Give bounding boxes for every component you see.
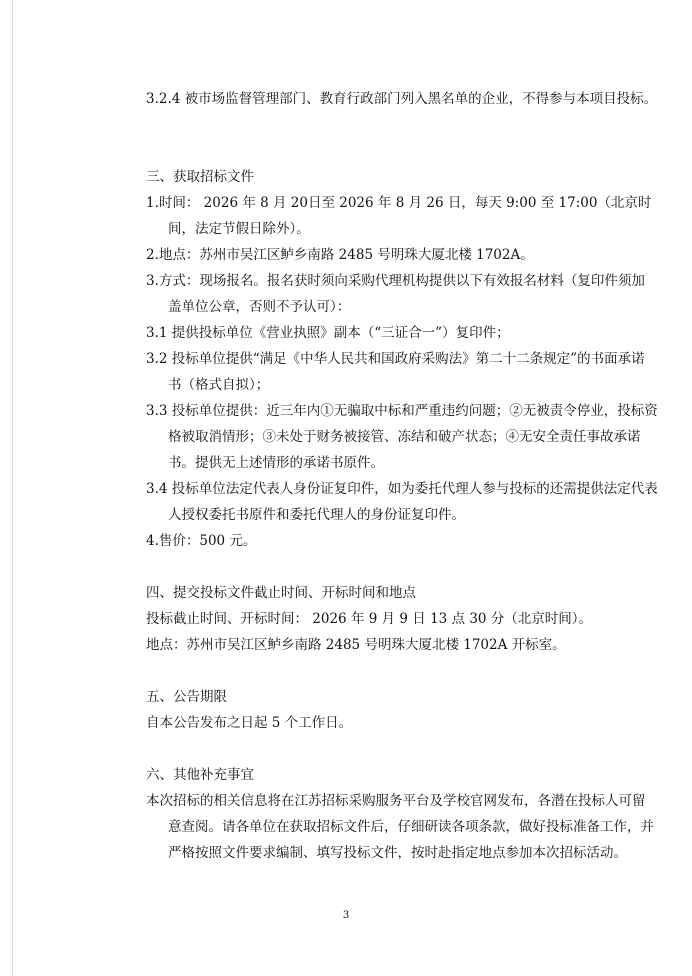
supplementary-text: 本次招标的相关信息将在江苏招标采购服务平台及学校官网发布，各潜在投标人可留意查阅。请各单位在获取招标文件后，仔细研读各项条款，做好投标准备工作，并严格按照文件要求编制、填写投标文件，按时赴指定地点参加本次招标活动。: [146, 793, 654, 861]
item-3-2: 3.2 投标单位提供“满足《中华人民共和国政府采购法》第二十二条规定”的书面承诺书（格式自拟）；: [146, 351, 645, 393]
item-time: 1.时间： 2026 年 8 月 20日至 2026 年 8 月 26 日，每天 9:00 至 17:00（北京时间，法定节假日除外）。: [146, 195, 652, 237]
item-location: 2.地点：苏州市吴江区鲈乡南路 2485 号明珠大厦北楼 1702A。: [146, 247, 534, 263]
bid-location: 地点：苏州市吴江区鲈乡南路 2485 号明珠大厦北楼 1702A 开标室。: [146, 637, 566, 653]
section-heading-5: 五、公告期限: [146, 689, 227, 705]
notice-period: 自本公告发布之日起 5 个工作日。: [146, 715, 353, 731]
item-method: 3.方式：现场报名。报名获时须向采购代理机构提供以下有效报名材料（复印件须加盖单位公章，否则不予认可）：: [146, 273, 645, 315]
page-number: 3: [342, 910, 350, 921]
item-3-3: 3.3 投标单位提供：近三年内①无骗取中标和严重违约问题；②无被责令停业，投标资格被取消情形；③未处于财务被接管、冻结和破产状态；④无安全责任事故承诺书。提供无上述情形的承诺书原件。: [146, 403, 658, 471]
page-left-border: [12, 0, 13, 976]
section-heading-3: 三、获取招标文件: [146, 169, 254, 185]
item-3-4: 3.4 投标单位法定代表人身份证复印件，如为委托代理人参与投标的还需提供法定代表人授权委托书原件和委托代理人的身份证复印件。: [146, 481, 658, 523]
section-heading-4: 四、提交投标文件截止时间、开标时间和地点: [146, 585, 416, 601]
clause-3-2-4: 3.2.4 被市场监督管理部门、教育行政部门列入黑名单的企业，不得参与本项目投标。: [146, 91, 658, 107]
section-heading-6: 六、其他补充事宜: [146, 767, 254, 783]
item-price: 4.售价：500 元。: [146, 533, 257, 549]
bid-deadline: 投标截止时间、开标时间： 2026 年 9 月 9 日 13 点 30 分（北京时间）。: [146, 611, 593, 627]
item-3-1: 3.1 提供投标单位《营业执照》副本（“三证合一”）复印件；: [146, 325, 510, 341]
